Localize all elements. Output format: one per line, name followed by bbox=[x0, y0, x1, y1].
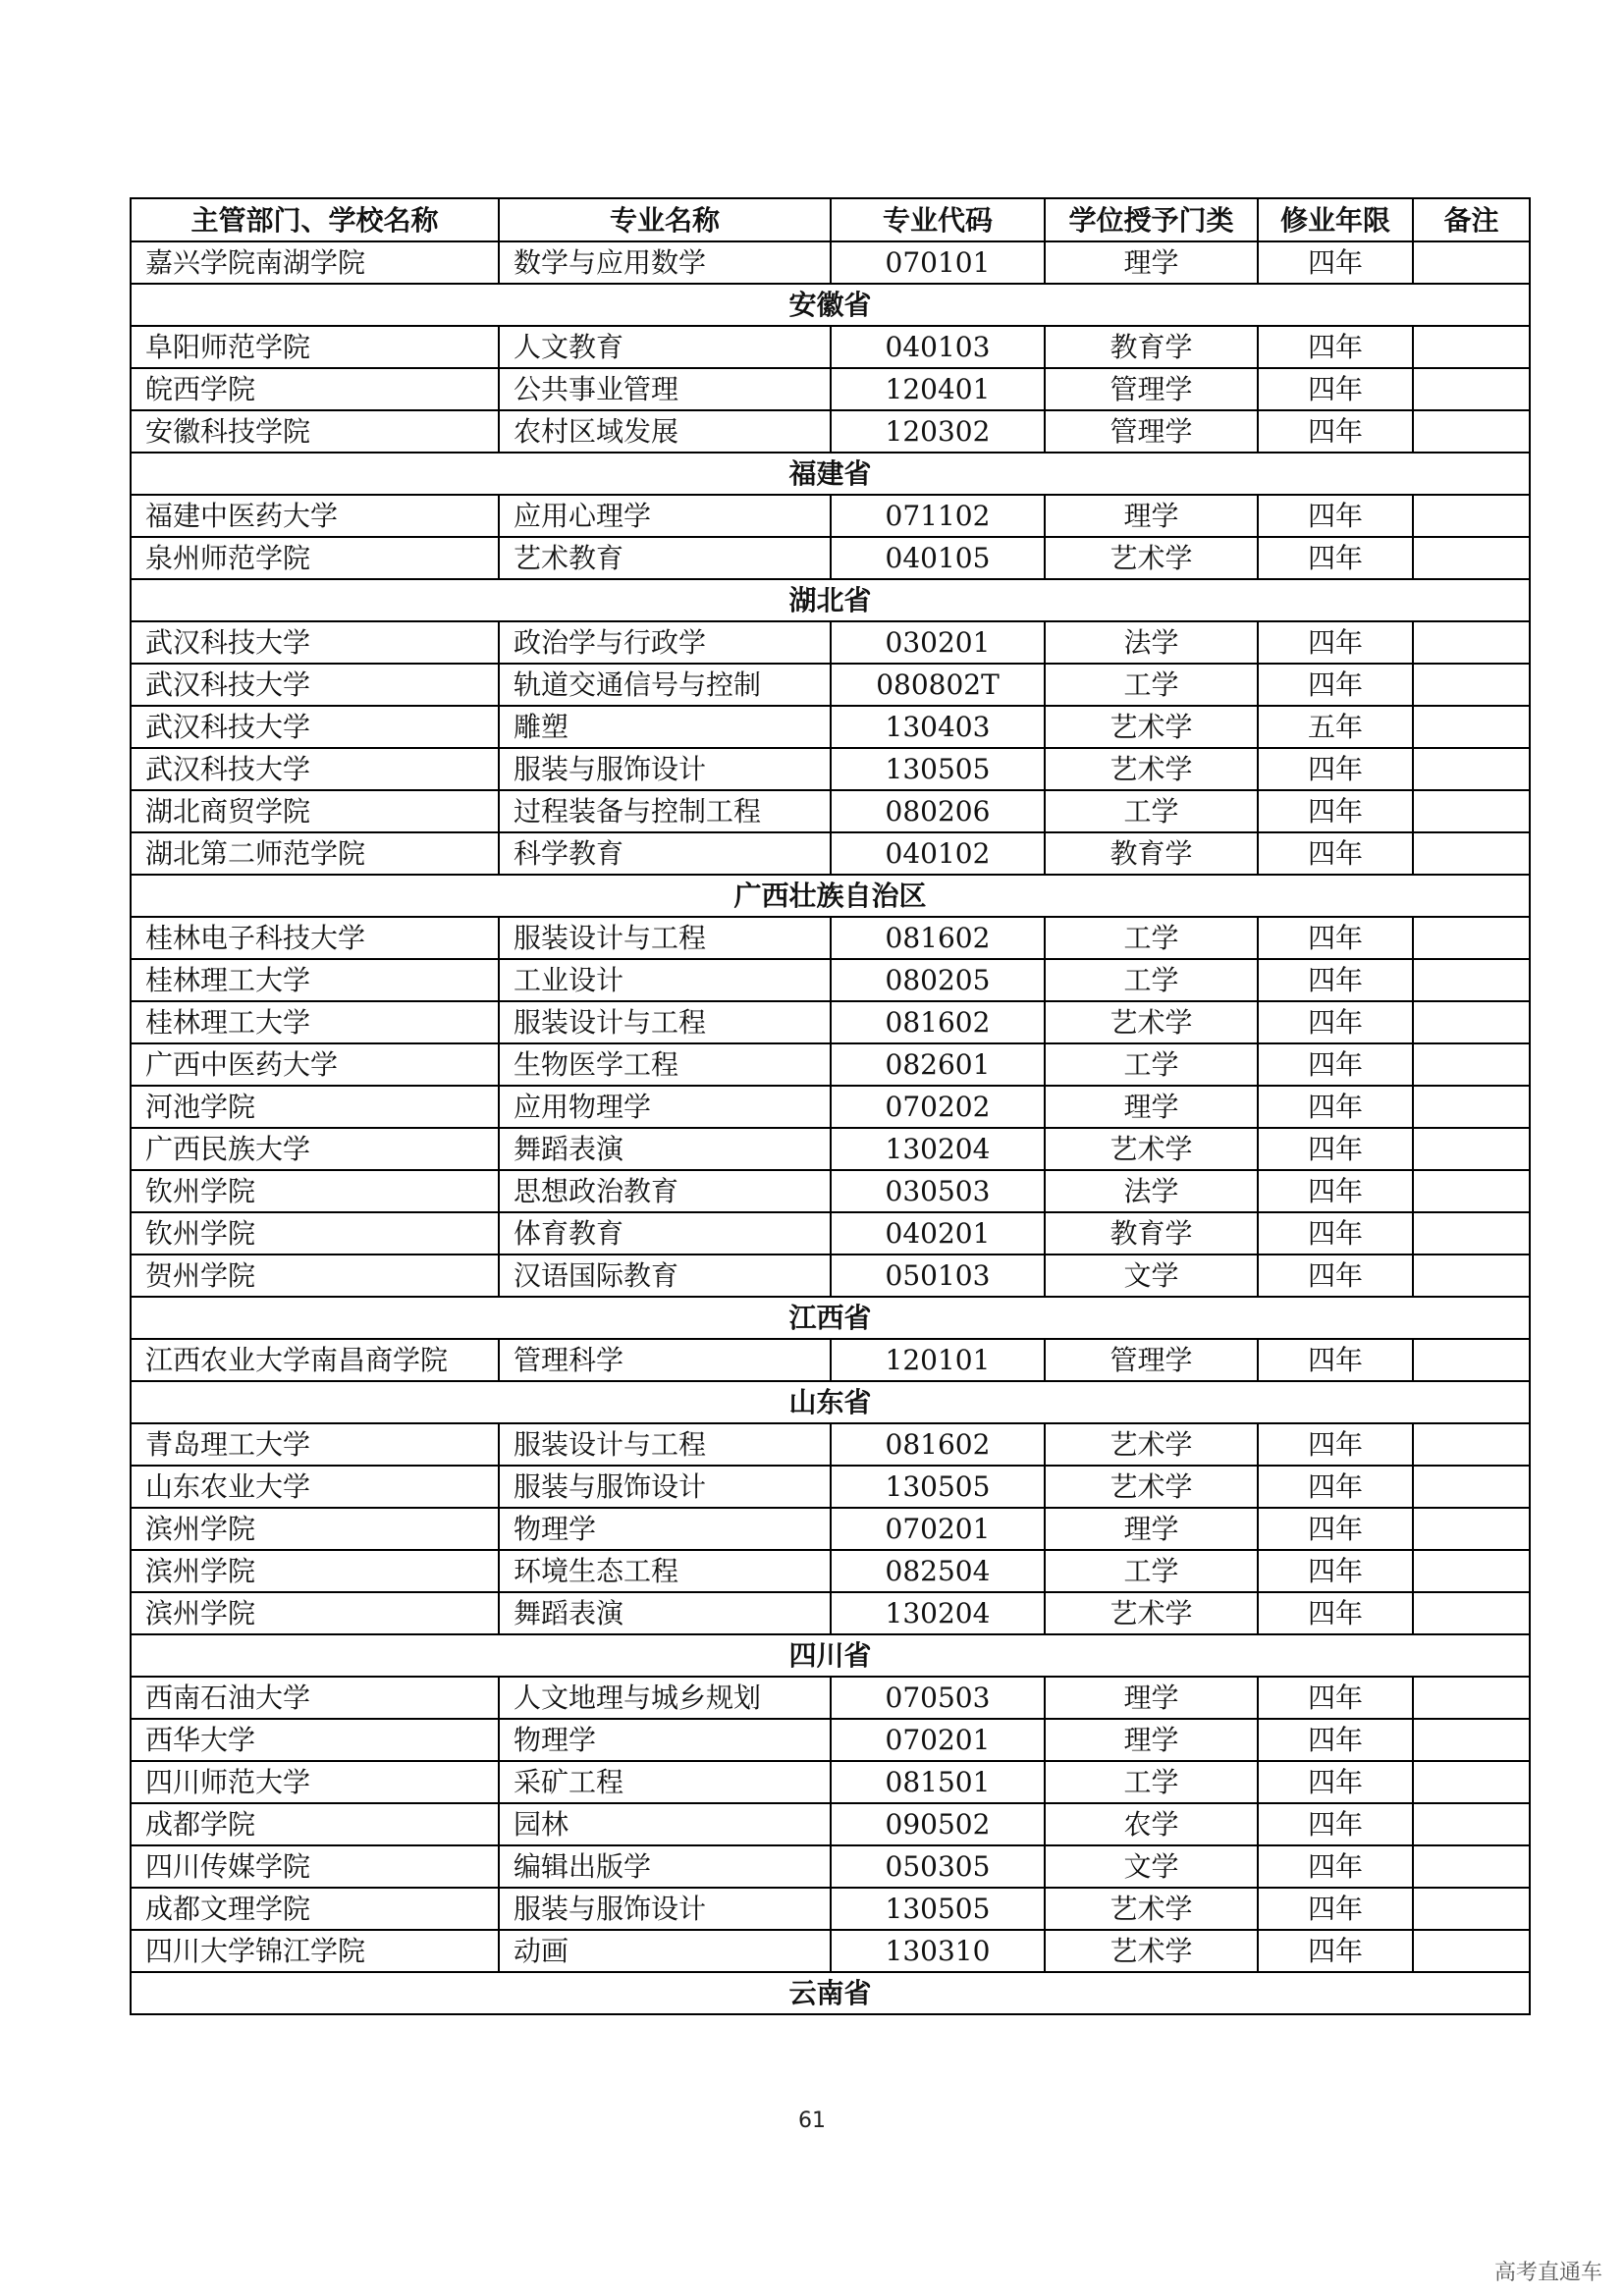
degree-cell: 教育学 bbox=[1045, 832, 1258, 875]
school-cell: 嘉兴学院南湖学院 bbox=[131, 241, 499, 284]
major-cell: 人文教育 bbox=[499, 326, 831, 368]
major-cell: 过程装备与控制工程 bbox=[499, 790, 831, 832]
major-cell: 数学与应用数学 bbox=[499, 241, 831, 284]
major-cell: 汉语国际教育 bbox=[499, 1255, 831, 1297]
province-row bbox=[131, 1381, 1530, 1423]
degree-cell: 工学 bbox=[1045, 664, 1258, 706]
table-row bbox=[131, 537, 1530, 579]
note-cell bbox=[1413, 1888, 1530, 1930]
degree-cell: 工学 bbox=[1045, 1550, 1258, 1592]
note-cell bbox=[1413, 706, 1530, 748]
degree-cell: 理学 bbox=[1045, 1086, 1258, 1128]
code-cell: 050103 bbox=[831, 1255, 1045, 1297]
note-cell bbox=[1413, 790, 1530, 832]
degree-cell: 艺术学 bbox=[1045, 1423, 1258, 1466]
school-cell: 皖西学院 bbox=[131, 368, 499, 410]
major-cell: 艺术教育 bbox=[499, 537, 831, 579]
province-heading: 山东省 bbox=[131, 1381, 1530, 1423]
major-cell: 工业设计 bbox=[499, 959, 831, 1001]
major-cell: 舞蹈表演 bbox=[499, 1592, 831, 1634]
table-row bbox=[131, 410, 1530, 453]
years-cell: 四年 bbox=[1258, 748, 1413, 790]
degree-cell: 理学 bbox=[1045, 241, 1258, 284]
major-cell: 科学教育 bbox=[499, 832, 831, 875]
school-cell: 桂林理工大学 bbox=[131, 959, 499, 1001]
code-cell: 120401 bbox=[831, 368, 1045, 410]
code-cell: 130505 bbox=[831, 748, 1045, 790]
major-cell: 管理科学 bbox=[499, 1339, 831, 1381]
note-cell bbox=[1413, 1677, 1530, 1719]
major-cell: 人文地理与城乡规划 bbox=[499, 1677, 831, 1719]
major-cell: 雕塑 bbox=[499, 706, 831, 748]
province-row bbox=[131, 875, 1530, 917]
degree-cell: 理学 bbox=[1045, 1677, 1258, 1719]
school-cell: 滨州学院 bbox=[131, 1592, 499, 1634]
table-row bbox=[131, 1043, 1530, 1086]
table-row bbox=[131, 959, 1530, 1001]
degree-cell: 理学 bbox=[1045, 1719, 1258, 1761]
major-cell: 服装设计与工程 bbox=[499, 1423, 831, 1466]
major-cell: 动画 bbox=[499, 1930, 831, 1972]
school-cell: 武汉科技大学 bbox=[131, 706, 499, 748]
table-row bbox=[131, 1930, 1530, 1972]
header-degree: 学位授予门类 bbox=[1045, 198, 1258, 241]
degree-cell: 管理学 bbox=[1045, 368, 1258, 410]
code-cell: 082504 bbox=[831, 1550, 1045, 1592]
degree-cell: 艺术学 bbox=[1045, 748, 1258, 790]
province-heading: 江西省 bbox=[131, 1297, 1530, 1339]
school-cell: 滨州学院 bbox=[131, 1508, 499, 1550]
years-cell: 四年 bbox=[1258, 241, 1413, 284]
school-cell: 四川师范大学 bbox=[131, 1761, 499, 1803]
note-cell bbox=[1413, 1043, 1530, 1086]
years-cell: 四年 bbox=[1258, 1128, 1413, 1170]
code-cell: 080206 bbox=[831, 790, 1045, 832]
school-cell: 西南石油大学 bbox=[131, 1677, 499, 1719]
years-cell: 四年 bbox=[1258, 1930, 1413, 1972]
major-cell: 舞蹈表演 bbox=[499, 1128, 831, 1170]
note-cell bbox=[1413, 1761, 1530, 1803]
table-row bbox=[131, 748, 1530, 790]
degree-cell: 农学 bbox=[1045, 1803, 1258, 1845]
majors-table bbox=[130, 197, 1531, 2015]
years-cell: 四年 bbox=[1258, 495, 1413, 537]
note-cell bbox=[1413, 1550, 1530, 1592]
note-cell bbox=[1413, 1845, 1530, 1888]
table-row bbox=[131, 1212, 1530, 1255]
school-cell: 武汉科技大学 bbox=[131, 621, 499, 664]
major-cell: 应用心理学 bbox=[499, 495, 831, 537]
note-cell bbox=[1413, 495, 1530, 537]
province-heading: 四川省 bbox=[131, 1634, 1530, 1677]
note-cell bbox=[1413, 1719, 1530, 1761]
province-heading: 湖北省 bbox=[131, 579, 1530, 621]
years-cell: 四年 bbox=[1258, 326, 1413, 368]
province-row bbox=[131, 1634, 1530, 1677]
code-cell: 040201 bbox=[831, 1212, 1045, 1255]
province-row bbox=[131, 284, 1530, 326]
note-cell bbox=[1413, 1423, 1530, 1466]
school-cell: 四川大学锦江学院 bbox=[131, 1930, 499, 1972]
header-row bbox=[131, 198, 1530, 241]
table-row bbox=[131, 1803, 1530, 1845]
page-number: 61 bbox=[798, 2109, 826, 2133]
school-cell: 滨州学院 bbox=[131, 1550, 499, 1592]
years-cell: 四年 bbox=[1258, 1255, 1413, 1297]
school-cell: 青岛理工大学 bbox=[131, 1423, 499, 1466]
header-code: 专业代码 bbox=[831, 198, 1045, 241]
code-cell: 130403 bbox=[831, 706, 1045, 748]
code-cell: 130204 bbox=[831, 1592, 1045, 1634]
table-row bbox=[131, 790, 1530, 832]
note-cell bbox=[1413, 1803, 1530, 1845]
code-cell: 130204 bbox=[831, 1128, 1045, 1170]
table-row bbox=[131, 241, 1530, 284]
degree-cell: 艺术学 bbox=[1045, 537, 1258, 579]
degree-cell: 艺术学 bbox=[1045, 706, 1258, 748]
school-cell: 江西农业大学南昌商学院 bbox=[131, 1339, 499, 1381]
code-cell: 040102 bbox=[831, 832, 1045, 875]
table-body bbox=[131, 241, 1530, 2014]
school-cell: 湖北第二师范学院 bbox=[131, 832, 499, 875]
province-heading: 安徽省 bbox=[131, 284, 1530, 326]
major-cell: 生物医学工程 bbox=[499, 1043, 831, 1086]
school-cell: 成都文理学院 bbox=[131, 1888, 499, 1930]
years-cell: 四年 bbox=[1258, 1845, 1413, 1888]
code-cell: 081602 bbox=[831, 1001, 1045, 1043]
note-cell bbox=[1413, 1212, 1530, 1255]
province-row bbox=[131, 579, 1530, 621]
degree-cell: 工学 bbox=[1045, 959, 1258, 1001]
major-cell: 物理学 bbox=[499, 1719, 831, 1761]
years-cell: 四年 bbox=[1258, 1888, 1413, 1930]
major-cell: 轨道交通信号与控制 bbox=[499, 664, 831, 706]
major-cell: 公共事业管理 bbox=[499, 368, 831, 410]
note-cell bbox=[1413, 410, 1530, 453]
years-cell: 四年 bbox=[1258, 368, 1413, 410]
table-row bbox=[131, 495, 1530, 537]
major-cell: 政治学与行政学 bbox=[499, 621, 831, 664]
school-cell: 泉州师范学院 bbox=[131, 537, 499, 579]
province-heading: 广西壮族自治区 bbox=[131, 875, 1530, 917]
table-row bbox=[131, 326, 1530, 368]
province-row bbox=[131, 453, 1530, 495]
degree-cell: 法学 bbox=[1045, 1170, 1258, 1212]
degree-cell: 工学 bbox=[1045, 917, 1258, 959]
table-row bbox=[131, 706, 1530, 748]
note-cell bbox=[1413, 1339, 1530, 1381]
table-row bbox=[131, 1719, 1530, 1761]
years-cell: 四年 bbox=[1258, 1212, 1413, 1255]
table-row bbox=[131, 1170, 1530, 1212]
table-row bbox=[131, 1128, 1530, 1170]
years-cell: 五年 bbox=[1258, 706, 1413, 748]
degree-cell: 理学 bbox=[1045, 1508, 1258, 1550]
table-row bbox=[131, 1508, 1530, 1550]
major-cell: 服装与服饰设计 bbox=[499, 1888, 831, 1930]
school-cell: 河池学院 bbox=[131, 1086, 499, 1128]
school-cell: 福建中医药大学 bbox=[131, 495, 499, 537]
code-cell: 120302 bbox=[831, 410, 1045, 453]
major-cell: 园林 bbox=[499, 1803, 831, 1845]
school-cell: 成都学院 bbox=[131, 1803, 499, 1845]
years-cell: 四年 bbox=[1258, 1592, 1413, 1634]
code-cell: 050305 bbox=[831, 1845, 1045, 1888]
major-cell: 编辑出版学 bbox=[499, 1845, 831, 1888]
note-cell bbox=[1413, 368, 1530, 410]
major-cell: 环境生态工程 bbox=[499, 1550, 831, 1592]
code-cell: 071102 bbox=[831, 495, 1045, 537]
note-cell bbox=[1413, 917, 1530, 959]
years-cell: 四年 bbox=[1258, 1719, 1413, 1761]
note-cell bbox=[1413, 1128, 1530, 1170]
degree-cell: 法学 bbox=[1045, 621, 1258, 664]
school-cell: 桂林电子科技大学 bbox=[131, 917, 499, 959]
code-cell: 081501 bbox=[831, 1761, 1045, 1803]
years-cell: 四年 bbox=[1258, 1001, 1413, 1043]
years-cell: 四年 bbox=[1258, 1423, 1413, 1466]
major-cell: 体育教育 bbox=[499, 1212, 831, 1255]
note-cell bbox=[1413, 1930, 1530, 1972]
years-cell: 四年 bbox=[1258, 1803, 1413, 1845]
major-cell: 思想政治教育 bbox=[499, 1170, 831, 1212]
code-cell: 070202 bbox=[831, 1086, 1045, 1128]
degree-cell: 教育学 bbox=[1045, 326, 1258, 368]
degree-cell: 艺术学 bbox=[1045, 1128, 1258, 1170]
province-row bbox=[131, 1297, 1530, 1339]
code-cell: 120101 bbox=[831, 1339, 1045, 1381]
school-cell: 桂林理工大学 bbox=[131, 1001, 499, 1043]
code-cell: 030503 bbox=[831, 1170, 1045, 1212]
code-cell: 070101 bbox=[831, 241, 1045, 284]
major-cell: 物理学 bbox=[499, 1508, 831, 1550]
degree-cell: 文学 bbox=[1045, 1845, 1258, 1888]
school-cell: 湖北商贸学院 bbox=[131, 790, 499, 832]
code-cell: 130505 bbox=[831, 1888, 1045, 1930]
code-cell: 040103 bbox=[831, 326, 1045, 368]
degree-cell: 管理学 bbox=[1045, 410, 1258, 453]
note-cell bbox=[1413, 1255, 1530, 1297]
major-cell: 服装设计与工程 bbox=[499, 1001, 831, 1043]
note-cell bbox=[1413, 241, 1530, 284]
code-cell: 040105 bbox=[831, 537, 1045, 579]
header-years: 修业年限 bbox=[1258, 198, 1413, 241]
note-cell bbox=[1413, 1001, 1530, 1043]
note-cell bbox=[1413, 1170, 1530, 1212]
school-cell: 贺州学院 bbox=[131, 1255, 499, 1297]
school-cell: 广西民族大学 bbox=[131, 1128, 499, 1170]
province-heading: 福建省 bbox=[131, 453, 1530, 495]
major-cell: 采矿工程 bbox=[499, 1761, 831, 1803]
degree-cell: 艺术学 bbox=[1045, 1888, 1258, 1930]
note-cell bbox=[1413, 748, 1530, 790]
years-cell: 四年 bbox=[1258, 959, 1413, 1001]
degree-cell: 教育学 bbox=[1045, 1212, 1258, 1255]
code-cell: 090502 bbox=[831, 1803, 1045, 1845]
note-cell bbox=[1413, 1508, 1530, 1550]
province-heading: 云南省 bbox=[131, 1972, 1530, 2014]
table-row bbox=[131, 1550, 1530, 1592]
school-cell: 西华大学 bbox=[131, 1719, 499, 1761]
province-row bbox=[131, 1972, 1530, 2014]
table-row bbox=[131, 1466, 1530, 1508]
code-cell: 070201 bbox=[831, 1719, 1045, 1761]
degree-cell: 工学 bbox=[1045, 1761, 1258, 1803]
table-row bbox=[131, 1592, 1530, 1634]
header-school: 主管部门、学校名称 bbox=[131, 198, 499, 241]
code-cell: 070201 bbox=[831, 1508, 1045, 1550]
degree-cell: 管理学 bbox=[1045, 1339, 1258, 1381]
code-cell: 082601 bbox=[831, 1043, 1045, 1086]
code-cell: 081602 bbox=[831, 1423, 1045, 1466]
years-cell: 四年 bbox=[1258, 1761, 1413, 1803]
major-cell: 农村区域发展 bbox=[499, 410, 831, 453]
years-cell: 四年 bbox=[1258, 917, 1413, 959]
table-row bbox=[131, 1845, 1530, 1888]
table-row bbox=[131, 368, 1530, 410]
major-cell: 应用物理学 bbox=[499, 1086, 831, 1128]
note-cell bbox=[1413, 537, 1530, 579]
major-cell: 服装与服饰设计 bbox=[499, 1466, 831, 1508]
degree-cell: 艺术学 bbox=[1045, 1592, 1258, 1634]
table-row bbox=[131, 664, 1530, 706]
note-cell bbox=[1413, 959, 1530, 1001]
table-row bbox=[131, 1677, 1530, 1719]
code-cell: 081602 bbox=[831, 917, 1045, 959]
years-cell: 四年 bbox=[1258, 621, 1413, 664]
major-cell: 服装与服饰设计 bbox=[499, 748, 831, 790]
school-cell: 武汉科技大学 bbox=[131, 664, 499, 706]
school-cell: 安徽科技学院 bbox=[131, 410, 499, 453]
degree-cell: 艺术学 bbox=[1045, 1930, 1258, 1972]
table-row bbox=[131, 1001, 1530, 1043]
school-cell: 武汉科技大学 bbox=[131, 748, 499, 790]
school-cell: 钦州学院 bbox=[131, 1212, 499, 1255]
note-cell bbox=[1413, 664, 1530, 706]
table-row bbox=[131, 621, 1530, 664]
degree-cell: 理学 bbox=[1045, 495, 1258, 537]
school-cell: 广西中医药大学 bbox=[131, 1043, 499, 1086]
school-cell: 山东农业大学 bbox=[131, 1466, 499, 1508]
degree-cell: 工学 bbox=[1045, 790, 1258, 832]
years-cell: 四年 bbox=[1258, 790, 1413, 832]
code-cell: 130505 bbox=[831, 1466, 1045, 1508]
years-cell: 四年 bbox=[1258, 664, 1413, 706]
years-cell: 四年 bbox=[1258, 1170, 1413, 1212]
years-cell: 四年 bbox=[1258, 1550, 1413, 1592]
school-cell: 四川传媒学院 bbox=[131, 1845, 499, 1888]
degree-cell: 艺术学 bbox=[1045, 1466, 1258, 1508]
table-row bbox=[131, 1086, 1530, 1128]
years-cell: 四年 bbox=[1258, 537, 1413, 579]
header-note: 备注 bbox=[1413, 198, 1530, 241]
note-cell bbox=[1413, 1466, 1530, 1508]
table-row bbox=[131, 832, 1530, 875]
note-cell bbox=[1413, 621, 1530, 664]
degree-cell: 文学 bbox=[1045, 1255, 1258, 1297]
table-row bbox=[131, 917, 1530, 959]
note-cell bbox=[1413, 1592, 1530, 1634]
code-cell: 030201 bbox=[831, 621, 1045, 664]
years-cell: 四年 bbox=[1258, 1466, 1413, 1508]
years-cell: 四年 bbox=[1258, 832, 1413, 875]
years-cell: 四年 bbox=[1258, 1339, 1413, 1381]
code-cell: 130310 bbox=[831, 1930, 1045, 1972]
table-row bbox=[131, 1761, 1530, 1803]
table-row bbox=[131, 1255, 1530, 1297]
years-cell: 四年 bbox=[1258, 1677, 1413, 1719]
table-row bbox=[131, 1423, 1530, 1466]
years-cell: 四年 bbox=[1258, 410, 1413, 453]
table-row bbox=[131, 1339, 1530, 1381]
watermark-text: 高考直通车 bbox=[1493, 2261, 1602, 2285]
table-row bbox=[131, 1888, 1530, 1930]
years-cell: 四年 bbox=[1258, 1086, 1413, 1128]
header-major: 专业名称 bbox=[499, 198, 831, 241]
note-cell bbox=[1413, 326, 1530, 368]
degree-cell: 艺术学 bbox=[1045, 1001, 1258, 1043]
degree-cell: 工学 bbox=[1045, 1043, 1258, 1086]
note-cell bbox=[1413, 1086, 1530, 1128]
years-cell: 四年 bbox=[1258, 1508, 1413, 1550]
code-cell: 070503 bbox=[831, 1677, 1045, 1719]
major-cell: 服装设计与工程 bbox=[499, 917, 831, 959]
code-cell: 080205 bbox=[831, 959, 1045, 1001]
school-cell: 钦州学院 bbox=[131, 1170, 499, 1212]
note-cell bbox=[1413, 832, 1530, 875]
years-cell: 四年 bbox=[1258, 1043, 1413, 1086]
school-cell: 阜阳师范学院 bbox=[131, 326, 499, 368]
code-cell: 080802T bbox=[831, 664, 1045, 706]
